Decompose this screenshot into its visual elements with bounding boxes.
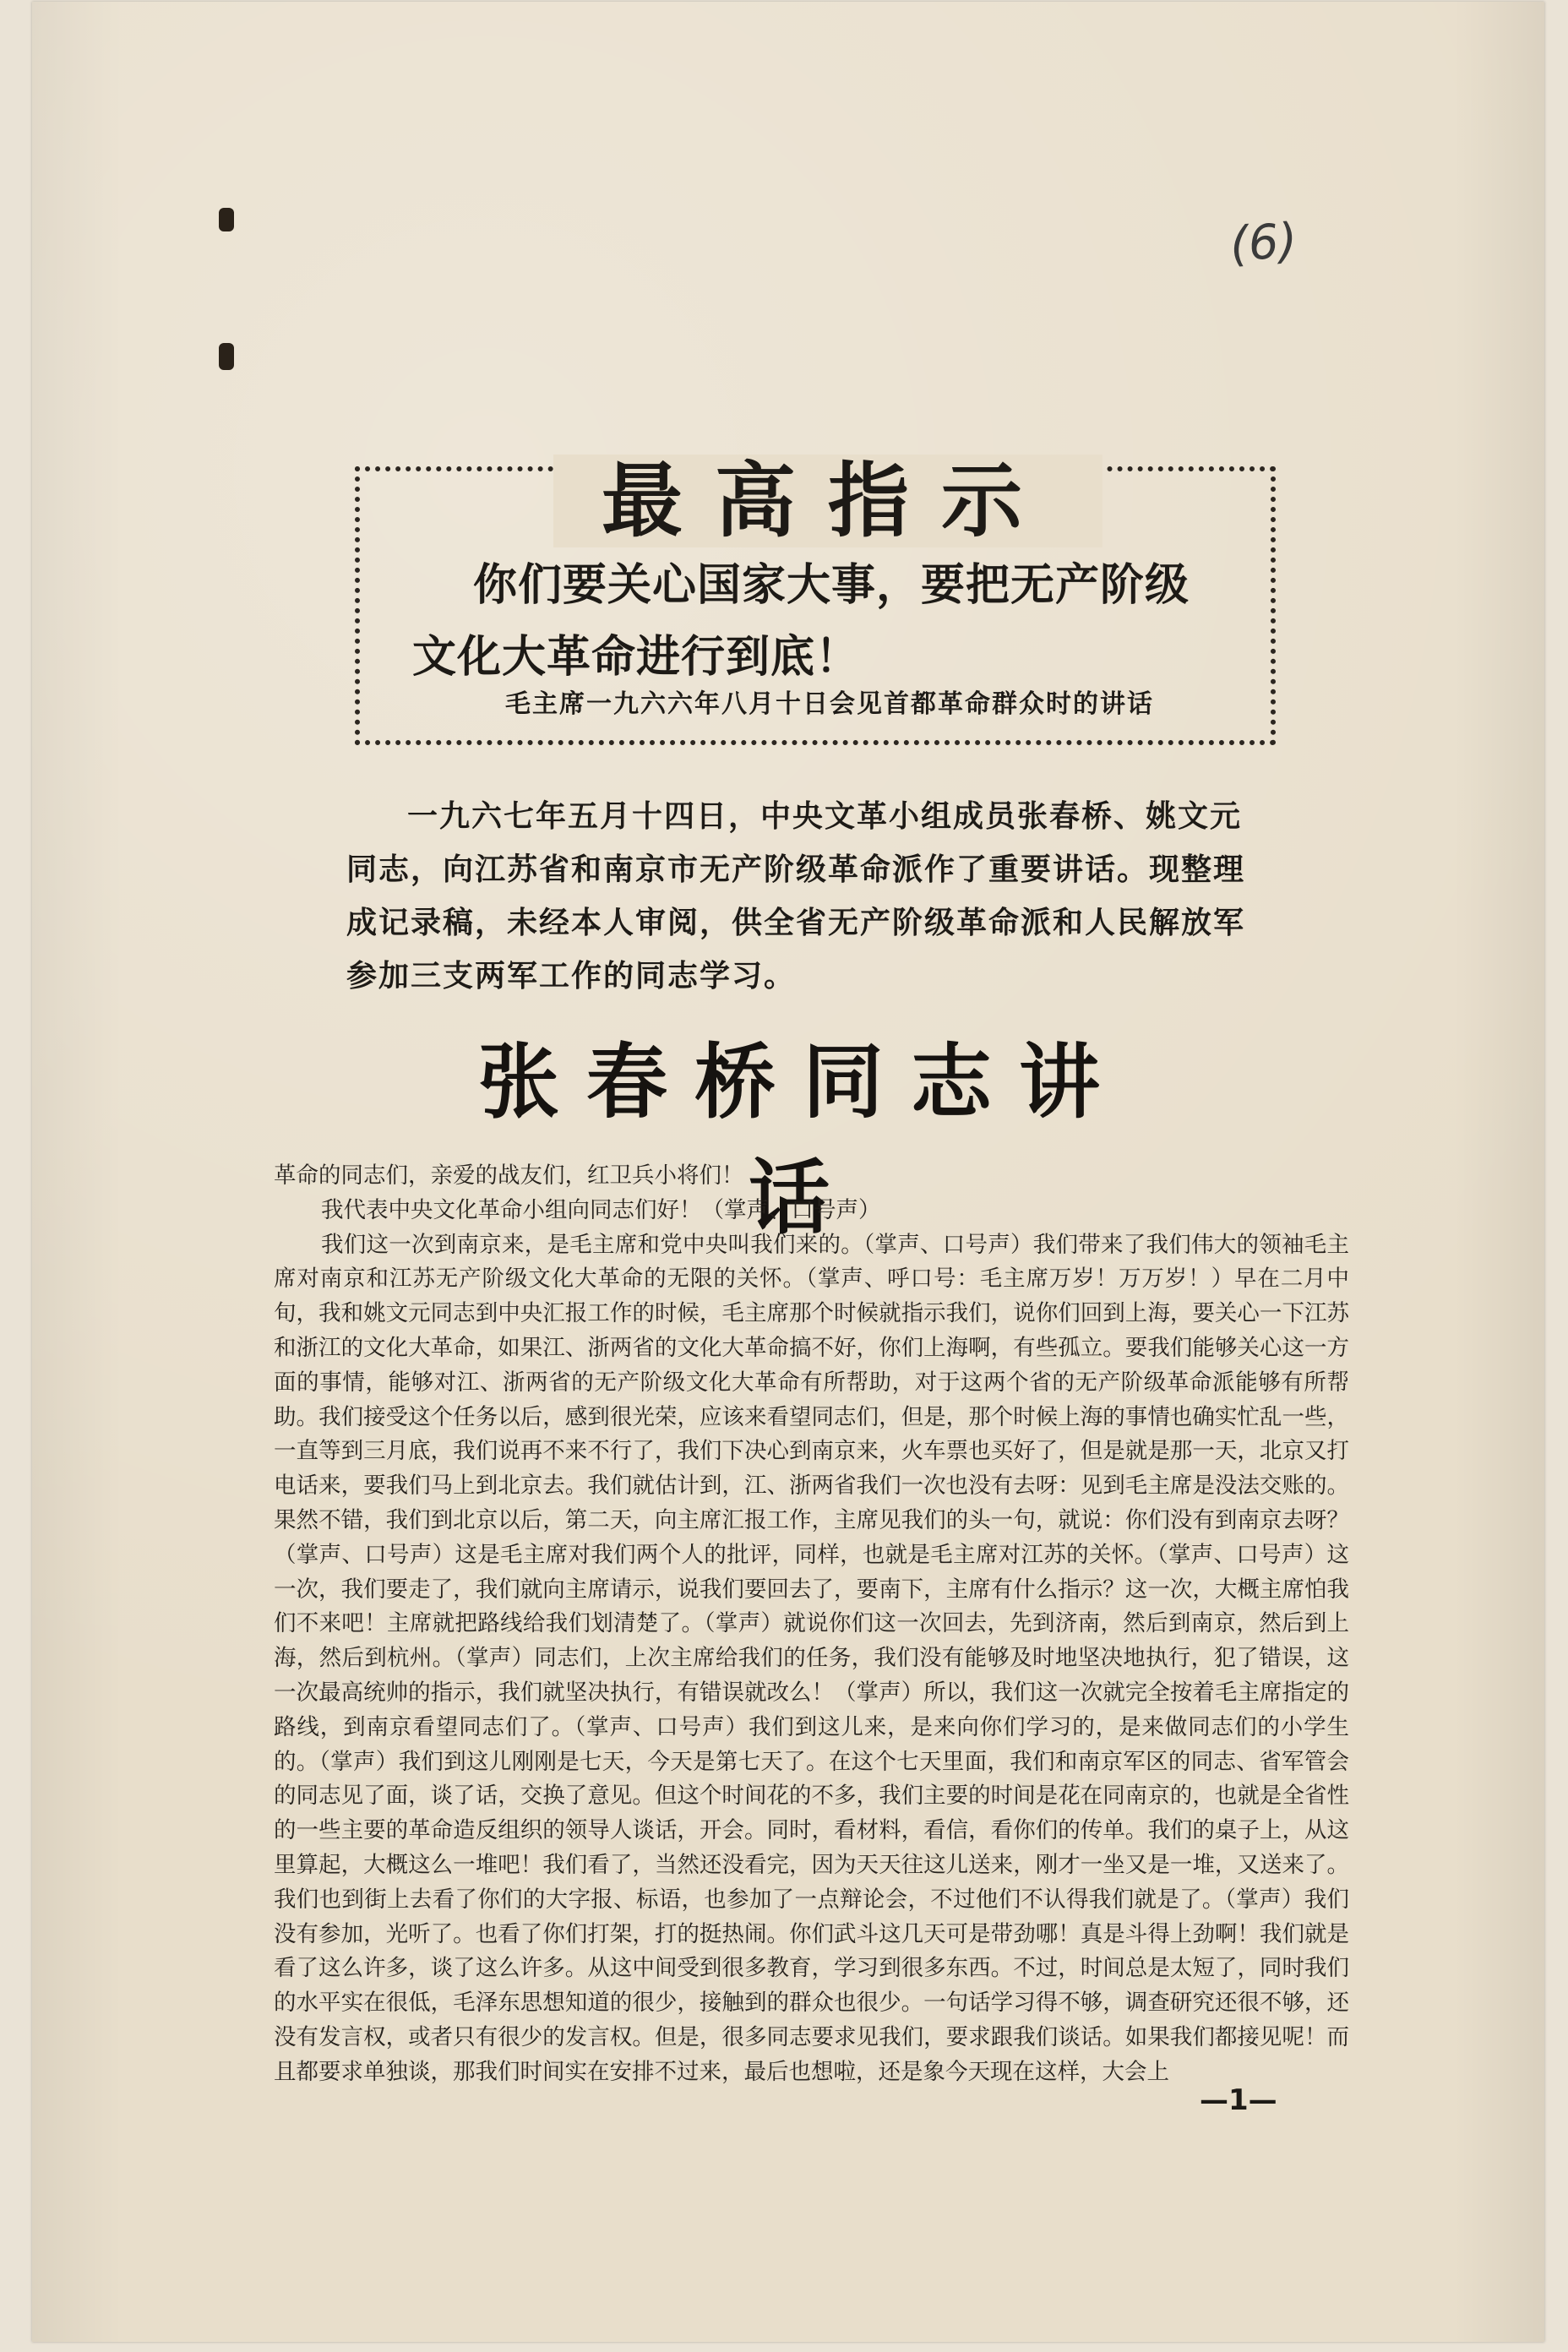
handwritten-page-mark: (6)	[1228, 213, 1299, 273]
staple-hole	[219, 343, 234, 370]
body-paragraph: 我代表中央文化革命小组向同志们好！（掌声、口号声）	[321, 1196, 881, 1223]
intro-paragraph: 一九六七年五月十四日，中央文革小组成员张春桥、姚文元同志，向江苏省和南京市无产阶级革命派作了重要讲话。现整理成记录稿，未经本人审阅，供全省无产阶级革命派和人民解放军参加三支两军工作的同志学习。	[346, 798, 1246, 994]
salutation: 革命的同志们，亲爱的战友们，红卫兵小将们！	[274, 1162, 744, 1189]
speech-body	[274, 1159, 1349, 2090]
speech-title: 张春桥同志讲话	[478, 1034, 1127, 1245]
directive-quote-line: 你们要关心国家大事，要把无产阶级	[473, 560, 1190, 611]
body-paragraph: 我们这一次到南京来，是毛主席和党中央叫我们来的。（掌声、口号声）我们带来了我们伟大的领袖毛主席对南京和江苏无产阶级文化大革命的无限的关怀。（掌声、呼口号：毛主席万岁！万万岁！）早在二月中旬，我和姚文元同志到中央汇报工作的时候，毛主席那个时候就指示我们，说你们回到上海，要关心一下江苏和浙江的文化大革命，如果江、浙两省的文化大革命搞不好，你们上海啊，有些孤立。要我们能够关心这一方面的事情，能够对江、浙两省的无产阶级文化大革命有所帮助，对于这两个省的无产阶级革命派能够有所帮助。我们接受这个任务以后，感到很光荣，应该来看望同志们，但是，那个时候上海的事情也确实忙乱一些，一直等到三月底，我们说再不来不行了，我们下决心到南京来，火车票也买好了，但是就是那一天，北京又打电话来，要我们马上到北京去。我们就估计到，江、浙两省我们一次也没有去呀：见到毛主席是没法交账的。果然不错，我们到北京以后，第二天，向主席汇报工作，主席见我们的头一句，就说：你们没有到南京去呀？（掌声、口号声）这是毛主席对我们两个人的批评，同样，也就是毛主席对江苏的关怀。（掌声、口号声）这一次，我们要走了，我们就向主席请示，说我们要回去了，要南下，主席有什么指示？这一次，大概主席怕我们不来吧！主席就把路线给我们划清楚了。（掌声）就说你们这一次回去，先到济南，然后到南京，然后到上海，然后到杭州。（掌声）同志们，上次主席给我们的任务，我们没有能够及时地坚决地执行，犯了错误，这一次最高统帅的指示，我们就坚决执行，有错误就改么！（掌声）所以，我们这一次就完全按着毛主席指定的路线，到南京看望同志们了。（掌声、口号声）我们到这儿来，是来向你们学习的，是来做同志们的小学生的。（掌声）我们到这儿刚刚是七天，今天是第七天了。在这个七天里面，我们和南京军区的同志、省军管会的同志见了面，谈了话，交换了意见。但这个时间花的不多，我们主要的时间是花在同南京的，也就是全省性的一些主要的革命造反组织的领导人谈话，开会。同时，看材料，看信，看你们的传单。我们的桌子上，从这里算起，大概这么一堆吧！我们看了，当然还没看完，因为天天往这儿送来，刚才一坐又是一堆，又送来了。我们也到街上去看了你们的大字报、标语，也参加了一点辩论会，不过他们不认得我们就是了。（掌声）我们没有参加，光听了。也看了你们打架，打的挺热闹。你们武斗这几天可是带劲哪！真是斗得上劲啊！我们就是看了这么许多，谈了这么许多。从这中间受到很多教育，学习到很多东西。不过，时间总是太短了，同时我们的水平实在很低，毛泽东思想知道的很少，接触到的群众也很少。一句话学习得不够，调查研究还很不够，还没有发言权，或者只有很少的发言权。但是，很多同志要求见我们，要求跟我们谈话。如果我们都接见呢！而且都要求单独谈，那我们时间实在安排不过来，最后也想啦，还是象今天现在这样，大会上	[274, 1231, 1349, 2085]
staple-hole	[219, 208, 234, 231]
directive-quote-line: 文化大革命进行到底！	[412, 632, 861, 683]
directive-source: 毛主席一九六六年八月十日会见首都革命群众时的讲话	[505, 689, 1154, 719]
page-number: —1—	[1200, 2083, 1277, 2117]
directive-title: 最高指示	[553, 455, 1102, 547]
